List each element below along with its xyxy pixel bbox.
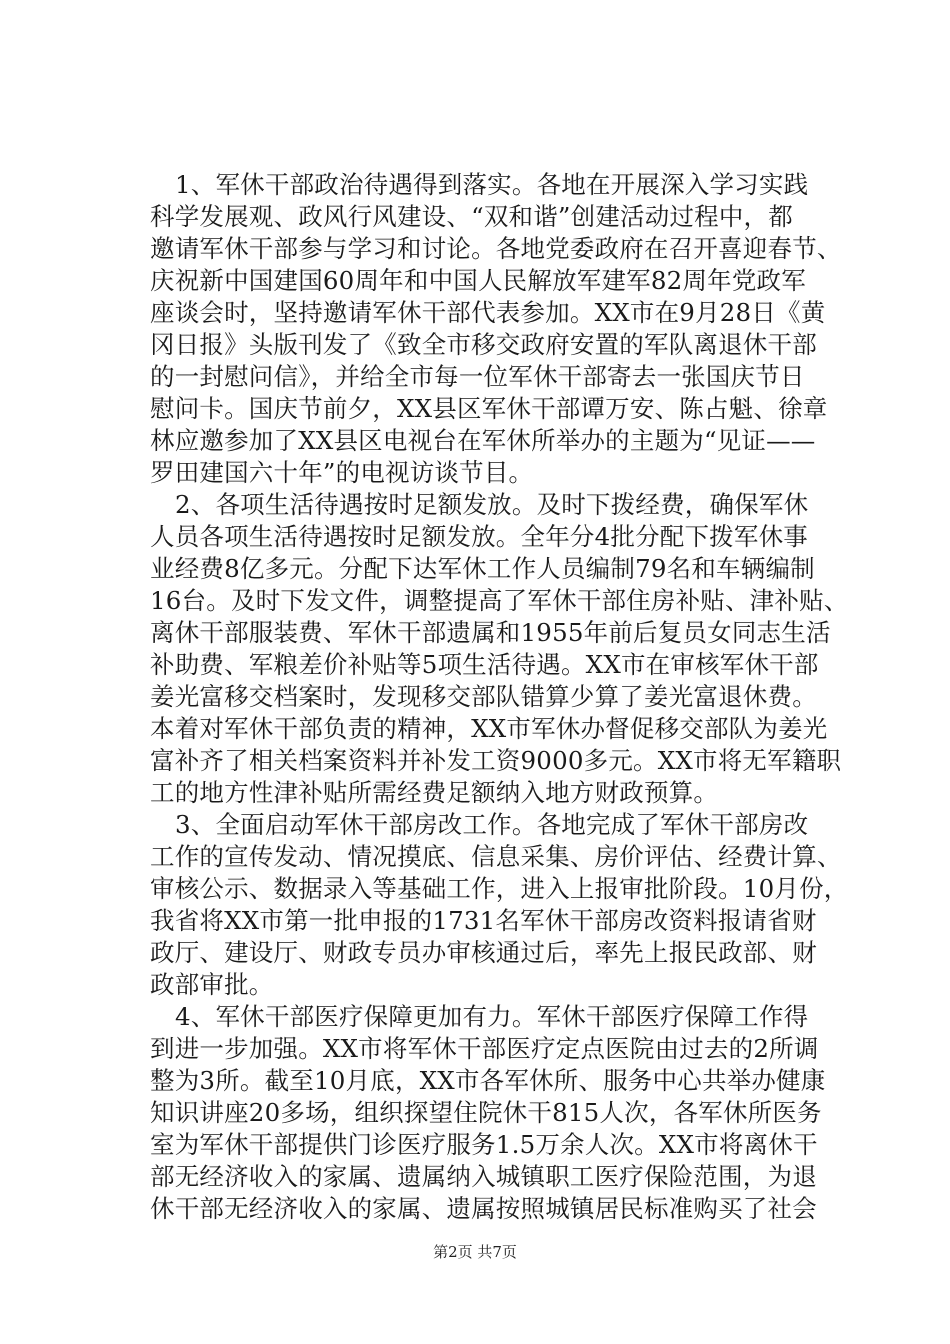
paragraph-1-line: 的一封慰问信》，并给全市每一位军休干部寄去一张国庆节日 [150,362,805,391]
paragraph-3-line: 我省将XX市第一批申报的1731名军休干部房改资料报请省财 [150,906,817,935]
paragraph-4-line: 部无经济收入的家属、遗属纳入城镇职工医疗保险范围，为退 [150,1162,817,1191]
paragraph-3-line: 政厅、建设厅、财政专员办审核通过后，率先上报民政部、财 [150,938,817,967]
paragraph-3-line: 工作的宣传发动、情况摸底、信息采集、房价评估、经费计算、 [150,842,842,871]
paragraph-1-line: 林应邀参加了XX县区电视台在军休所举办的主题为“见证—— [150,426,816,455]
paragraph-4-line: 室为军休干部提供门诊医疗服务1.5万余人次。XX市将离休干 [150,1130,818,1159]
paragraph-2-line: 补助费、军粮差价补贴等5项生活待遇。XX市在审核军休干部 [150,650,819,679]
page-number-footer: 第2页 共7页 [433,1243,517,1261]
paragraph-1-line: 座谈会时，坚持邀请军休干部代表参加。XX市在9月28日《黄 [150,298,826,327]
paragraph-2-line: 16台。及时下发文件，调整提高了军休干部住房补贴、津补贴、 [150,586,849,615]
paragraph-1-line: 科学发展观、政风行风建设、“双和谐”创建活动过程中，都 [150,202,793,231]
paragraph-2-line: 本着对军休干部负责的精神，XX市军休办督促移交部队为姜光 [150,714,828,743]
paragraph-1-line: 慰问卡。国庆节前夕，XX县区军休干部谭万安、陈占魁、徐章 [150,394,828,423]
paragraph-1-line: 1、军休干部政治待遇得到落实。各地在开展深入学习实践 [175,170,809,199]
paragraph-2-line: 人员各项生活待遇按时足额发放。全年分4批分配下拨军休事 [150,522,808,551]
paragraph-2-line: 离休干部服装费、军休干部遗属和1955年前后复员女同志生活 [150,618,831,647]
paragraph-2-line: 2、各项生活待遇按时足额发放。及时下拨经费，确保军休 [175,490,809,519]
paragraph-3-line: 政部审批。 [150,970,274,999]
paragraph-4-line: 知识讲座20多场，组织探望住院休干815人次，各军休所医务 [150,1098,822,1127]
paragraph-3-line: 3、全面启动军休干部房改工作。各地完成了军休干部房改 [175,810,809,839]
paragraph-4-line: 休干部无经济收入的家属、遗属按照城镇居民标准购买了社会 [150,1194,817,1223]
paragraph-2-line: 姜光富移交档案时，发现移交部队错算少算了姜光富退休费。 [150,682,817,711]
paragraph-4-line: 到进一步加强。XX市将军休干部医疗定点医院由过去的2所调 [150,1034,819,1063]
paragraph-2-line: 业经费8亿多元。分配下达军休工作人员编制79名和车辆编制 [150,554,815,583]
paragraph-2-line: 富补齐了相关档案资料并补发工资9000多元。XX市将无军籍职 [150,746,842,775]
paragraph-1-line: 庆祝新中国建国60周年和中国人民解放军建军82周年党政军 [150,266,806,295]
paragraph-4-line: 整为3所。截至10月底，XX市各军休所、服务中心共举办健康 [150,1066,826,1095]
paragraph-1-line: 冈日报》头版刊发了《致全市移交政府安置的军队离退休干部 [150,330,817,359]
paragraph-1-line: 邀请军休干部参与学习和讨论。各地党委政府在召开喜迎春节、 [150,234,842,263]
paragraph-2-line: 工的地方性津补贴所需经费足额纳入地方财政预算。 [150,778,719,807]
paragraph-3-line: 审核公示、数据录入等基础工作，进入上报审批阶段。10月份， [150,874,849,903]
paragraph-1-line: 罗田建国六十年”的电视访谈节目。 [150,458,534,487]
paragraph-4-line: 4、军休干部医疗保障更加有力。军休干部医疗保障工作得 [175,1002,809,1031]
